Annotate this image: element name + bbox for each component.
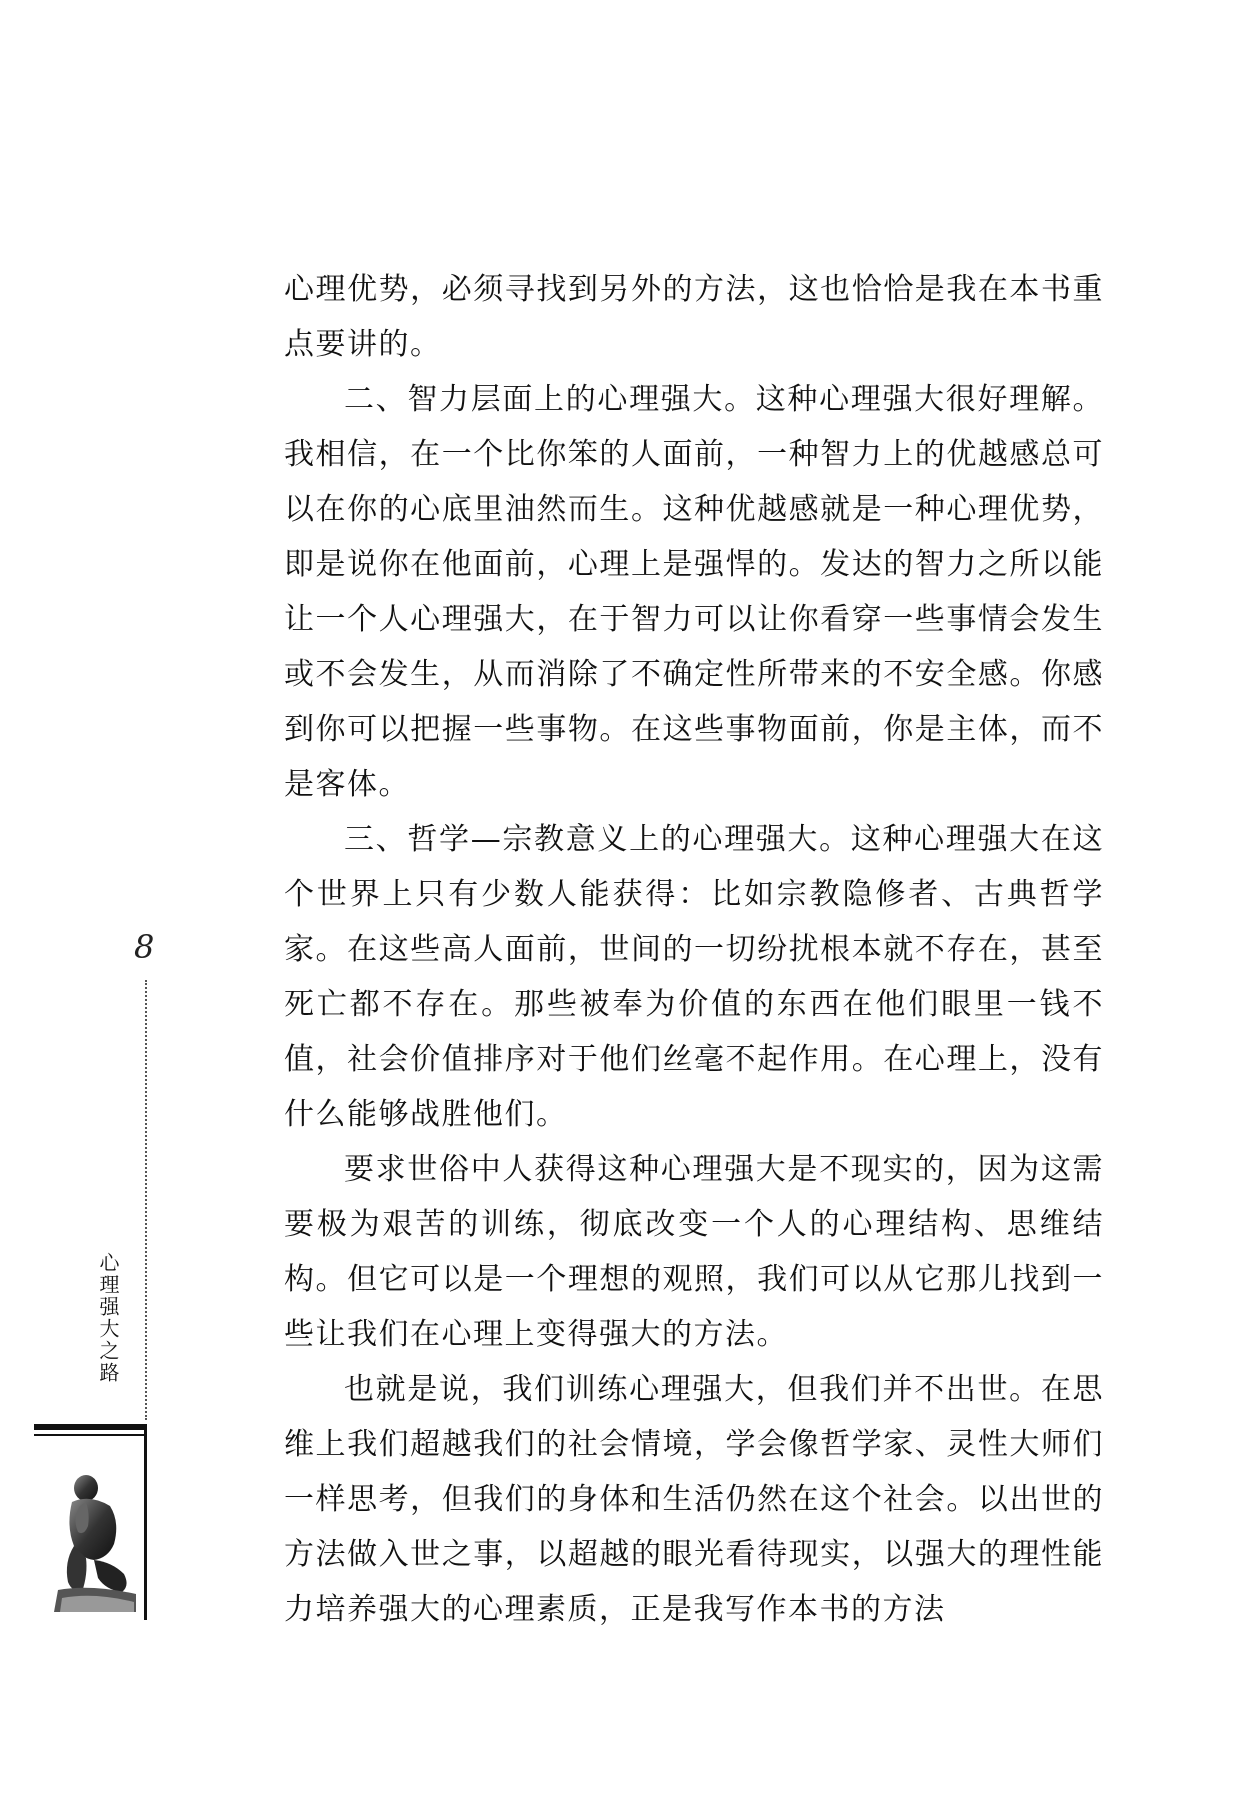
- paragraph-1: 心理优势，必须寻找到另外的方法，这也恰恰是我在本书重点要讲的。: [284, 272, 1104, 362]
- paragraph-4: 要求世俗中人获得这种心理强大是不现实的，因为这需要极为艰苦的训练，彻底改变一个人的心理结构、思维结构。但它可以是一个理想的观照，我们可以从它那儿找到一些让我们在心理上变得强大的方法。: [284, 1152, 1104, 1352]
- thinker-statue-icon: [50, 1462, 140, 1612]
- page-number: 8: [134, 928, 155, 966]
- paragraph-5: 也就是说，我们训练心理强大，但我们并不出世。在思维上我们超越我们的社会情境，学会像哲学家、灵性大师们一样思考，但我们的身体和生活仍然在这个社会。以出世的方法做入世之事，以超越的眼光看待现实，以强大的理性能力培养强大的心理素质，正是我写作本书的方法: [284, 1372, 1104, 1627]
- paragraph-2: 二、智力层面上的心理强大。这种心理强大很好理解。我相信，在一个比你笨的人面前，一种智力上的优越感总可以在你的心底里油然而生。这种优越感就是一种心理优势，即是说你在他面前，心理上是强悍的。发达的智力之所以能让一个人心理强大，在于智力可以让你看穿一些事情会发生或不会发生，从而消除了不确定性所带来的不安全感。你感到你可以把握一些事物。在这些事物面前，你是主体，而不是客体。: [284, 382, 1104, 802]
- margin-rule-thin: [34, 1434, 146, 1436]
- body-text: [284, 262, 1104, 1637]
- paragraph-3: 三、哲学—宗教意义上的心理强大。这种心理强大在这个世界上只有少数人能获得：比如宗教隐修者、古典哲学家。在这些高人面前，世间的一切纷扰根本就不存在，甚至死亡都不存在。那些被奉为价值的东西在他们眼里一钱不值，社会价值排序对于他们丝毫不起作用。在心理上，没有什么能够战胜他们。: [284, 822, 1104, 1132]
- margin-rule-thick: [34, 1424, 146, 1430]
- running-title: 心理强大之路: [96, 1252, 120, 1384]
- margin-rule-vertical: [144, 1424, 147, 1620]
- margin-dotted-rule: [145, 980, 147, 1420]
